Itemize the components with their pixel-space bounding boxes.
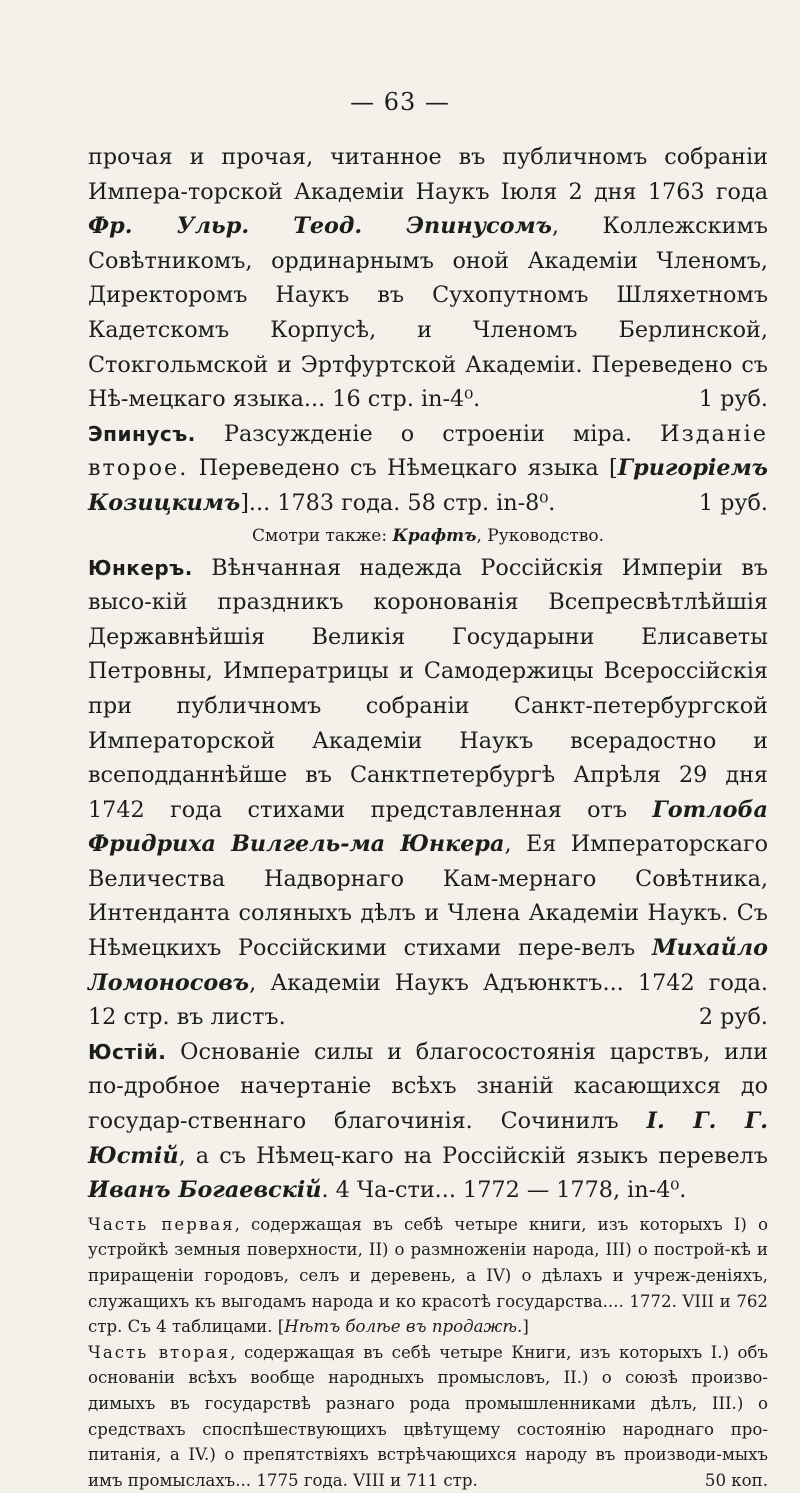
availability-note: Нѣтъ болѣе въ продажѣ.	[284, 1317, 523, 1337]
entry-justi: Юстій. Основаніе силы и благосостоянія царствъ, или по-дробное начертаніе всѣхъ знаній касающихся до государ-ственнаго благочинія. Сочинилъ I. Г. Г. Юстій, а съ Нѣмец-каго на Россійскій языкъ перевелъ Иванъ Богаевскій. 4 Ча-сти... 1772 — 1778, in-4⁰.	[88, 1038, 768, 1204]
entry-epinus: Эпинусъ. Разсужденіе о строеніи міра. Изданіе второе. Переведено съ Нѣмецкаго языка [Григоріемъ Козицкимъ]... 1783 года. 58 стр. in-8⁰. 1 руб.	[88, 417, 768, 521]
price: 50 коп.	[704, 1470, 768, 1490]
part-one: Часть первая, содержащая въ себѣ четыре книги, изъ которыхъ I) о устройкѣ земныя поверхности, II) о размноженіи народа, III) о построй-кѣ и приращеніи городовъ, селъ и деревень, а IV) о дѣлахъ и учреж-деніяхъ, служащихъ къ выгодамъ народа и ко красотѣ государства.... 1772. VIII и 762 стр. Съ 4 таблицами. [Нѣтъ болѣе въ продажѣ.]	[88, 1214, 768, 1337]
price: 2 руб.	[698, 1004, 768, 1031]
edition: Изданіе второе.	[88, 420, 768, 482]
see-also-note: Смотри также: Крафтъ, Руководство.	[251, 525, 605, 546]
headword: Юстій.	[88, 1039, 167, 1064]
part-two: Часть вторая, содержащая въ себѣ четыре Книги, изъ которыхъ I.) объ основаніи всѣхъ вообще народныхъ промысловъ, II.) о союзѣ произво-димыхъ въ государствѣ разнаго рода промышленниками дѣлъ, III.) о средствахъ споспѣшествующихъ цвѣтущему состоянію народнаго про-питанія, а IV.) о препятствіяхъ встрѣчающихся народу въ производи-мыхъ имъ промыслахъ... 1775 года. VIII и 711 стр. 50 коп.	[88, 1340, 768, 1493]
cross-reference: Крафтъ	[392, 525, 477, 546]
translator-name: Михайло Ломоносовъ	[88, 935, 768, 996]
author-name: Готлоба Фридриха Вилгель-ма Юнкера	[88, 796, 768, 858]
headword: Эпинусъ.	[88, 421, 196, 446]
part-label: Часть вторая	[88, 1342, 231, 1362]
headword: Юнкеръ.	[88, 555, 193, 580]
translator-name: Иванъ Богаевскій	[88, 1177, 322, 1204]
author-name: I. Г. Г. Юстій	[88, 1108, 768, 1169]
price: 1 руб.	[698, 386, 768, 413]
price: 1 руб.	[698, 489, 768, 516]
part-label: Часть первая	[88, 1214, 235, 1234]
author-name: Фр. Ульр. Теод. Эпинусомъ	[88, 213, 552, 240]
catalog-entries	[88, 140, 768, 1493]
entry-junker: Юнкеръ. Вѣнчанная надежда Россійскія Имперіи въ высо-кій праздникъ коронованія Всепресвѣтлѣйшія Державнѣйшія Великія Государыни Елисаветы Петровны, Императрицы и Самодержицы Всероссійскія при публичномъ собраніи Санкт-петербургской Императорской Академіи Наукъ всерадостно и всеподданнѣйше въ Санктпетербургѣ Апрѣля 29 дня 1742 года стихами представленная отъ Готлоба Фридриха Вилгель-ма Юнкера, Ея Императорскаго Величества Надворнаго Кам-мернаго Совѣтника, Интенданта соляныхъ дѣлъ и Члена Академіи Наукъ. Съ Нѣмецкихъ Россійскими стихами пере-велъ Михайло Ломоносовъ, Академіи Наукъ Адъюнктъ... 1742 года. 12 стр. въ листъ. 2 руб.	[88, 551, 768, 1035]
translator-name: Григоріемъ Козицкимъ	[88, 455, 768, 516]
entry-epinus-continuation: прочая и прочая, читанное въ публичномъ собраніи Импера-торской Академіи Наукъ Іюля 2 дня 1763 года Фр. Ульр. Теод. Эпинусомъ, Коллежскимъ Совѣтникомъ, ординарнымъ оной Академіи Членомъ, Директоромъ Наукъ въ Сухопутномъ Шляхетномъ Кадетскомъ Корпусѣ, и Членомъ Берлинской, Стокгольмской и Эртфуртской Академіи. Переведено съ Нѣ-мецкаго языка... 16 стр. in-4⁰. 1 руб.	[88, 140, 768, 417]
page-number: — 63 —	[350, 88, 450, 116]
